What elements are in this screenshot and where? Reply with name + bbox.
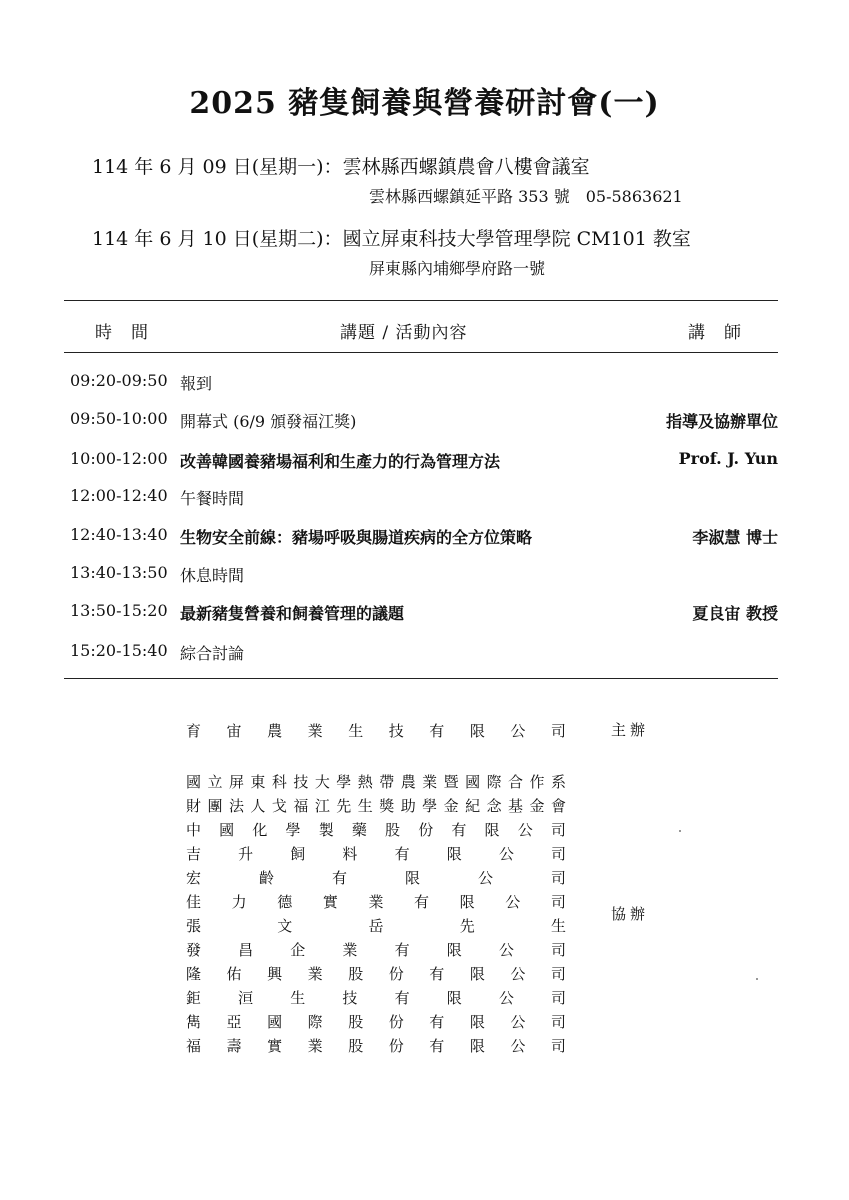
org-char: 有 — [394, 941, 410, 959]
org-char: 有 — [451, 821, 467, 839]
venue-1-date: 114 年 6 月 09 日(星期一)： — [92, 156, 343, 178]
org-char: 際 — [486, 773, 502, 791]
org-char: 中 — [186, 821, 202, 839]
org-char: 亞 — [226, 1013, 242, 1031]
org-char: 司 — [550, 722, 566, 740]
org-char: 財 — [186, 797, 202, 815]
org-char: 限 — [446, 845, 462, 863]
org-char: 洹 — [238, 989, 254, 1007]
co-organizer-name — [186, 986, 566, 1010]
org-char: 司 — [550, 845, 566, 863]
org-char: 宙 — [226, 722, 242, 740]
org-char: 有 — [429, 722, 445, 740]
org-char: 基 — [508, 797, 524, 815]
co-organizer-name — [186, 914, 566, 938]
org-char: 公 — [517, 821, 533, 839]
org-char: 製 — [318, 821, 334, 839]
venue-1 — [92, 152, 590, 179]
org-char: 企 — [290, 941, 306, 959]
org-char: 份 — [418, 821, 434, 839]
org-char: 吉 — [186, 845, 202, 863]
org-char: 業 — [422, 773, 438, 791]
org-char: 司 — [550, 965, 566, 983]
org-char: 公 — [498, 989, 514, 1007]
org-char: 業 — [307, 1037, 323, 1055]
header-speaker: 講 師 — [688, 323, 742, 343]
org-char: 發 — [186, 941, 202, 959]
org-char: 屏 — [228, 773, 244, 791]
row-topic: 生物安全前線：豬場呼吸與腸道疾病的全方位策略 — [180, 528, 533, 547]
co-organizer-name — [186, 938, 566, 962]
venue-2-date: 114 年 6 月 10 日(星期二)： — [92, 228, 343, 250]
org-char: 齡 — [258, 869, 274, 887]
org-char: 人 — [250, 797, 266, 815]
org-char: 限 — [484, 821, 500, 839]
row-time: 13:40-13:50 — [70, 563, 168, 582]
org-char: 有 — [429, 1037, 445, 1055]
org-char: 有 — [429, 1013, 445, 1031]
table-bottom-rule — [64, 678, 778, 679]
row-topic: 開幕式 (6/9 頒發福江獎) — [180, 412, 357, 431]
org-char: 佳 — [186, 893, 202, 911]
org-char: 宏 — [186, 869, 202, 887]
row-topic: 休息時間 — [180, 566, 245, 585]
org-char: 力 — [231, 893, 247, 911]
org-char: 有 — [394, 845, 410, 863]
org-char: 東 — [250, 773, 266, 791]
org-char: 學 — [336, 773, 352, 791]
org-char: 系 — [550, 773, 566, 791]
row-time: 15:20-15:40 — [70, 641, 168, 660]
header-rule — [64, 352, 778, 353]
org-char: 岳 — [368, 917, 384, 935]
org-char: 公 — [498, 941, 514, 959]
row-topic: 改善韓國養豬場福利和生產力的行為管理方法 — [180, 452, 501, 471]
org-char: 國 — [267, 1013, 283, 1031]
table-top-rule — [64, 300, 778, 301]
org-char: 股 — [348, 1013, 364, 1031]
org-char: 公 — [510, 965, 526, 983]
org-char: 科 — [271, 773, 287, 791]
org-char: 公 — [510, 1013, 526, 1031]
org-char: 藥 — [351, 821, 367, 839]
venue-2-address: 屏東縣內埔鄉學府路一號 — [369, 259, 546, 278]
org-char: 股 — [385, 821, 401, 839]
org-char: 際 — [307, 1013, 323, 1031]
org-char: 壽 — [226, 1037, 242, 1055]
table-row — [70, 525, 778, 549]
header-topic: 講題 / 活動內容 — [340, 323, 468, 343]
org-char: 化 — [252, 821, 268, 839]
venue-2-place: 國立屏東科技大學管理學院 CM101 教室 — [342, 228, 691, 250]
org-char: 業 — [307, 965, 323, 983]
org-char: 飼 — [290, 845, 306, 863]
org-char: 技 — [388, 722, 404, 740]
org-char: 技 — [293, 773, 309, 791]
org-char: 帶 — [379, 773, 395, 791]
org-char: 金 — [529, 797, 545, 815]
row-time: 09:20-09:50 — [70, 371, 168, 390]
row-time: 09:50-10:00 — [70, 409, 168, 428]
org-char: 國 — [219, 821, 235, 839]
row-speaker: Prof. J. Yun — [678, 449, 778, 468]
co-organizer-name — [186, 866, 566, 890]
org-char: 公 — [505, 893, 521, 911]
org-char: 先 — [336, 797, 352, 815]
org-char: 先 — [459, 917, 475, 935]
row-topic: 午餐時間 — [180, 489, 245, 508]
row-topic: 報到 — [180, 374, 213, 393]
table-row — [70, 409, 778, 433]
org-char: 有 — [331, 869, 347, 887]
table-row — [70, 641, 778, 665]
org-char: 法 — [228, 797, 244, 815]
row-time: 12:00-12:40 — [70, 486, 168, 505]
org-char: 立 — [207, 773, 223, 791]
org-char: 份 — [388, 1037, 404, 1055]
org-char: 料 — [342, 845, 358, 863]
table-row — [70, 563, 778, 587]
org-char: 福 — [293, 797, 309, 815]
org-char: 會 — [550, 797, 566, 815]
org-char: 佑 — [226, 965, 242, 983]
co-organizer-name — [186, 1010, 566, 1034]
org-char: 司 — [550, 941, 566, 959]
table-row — [70, 486, 778, 510]
co-organizer-name — [186, 890, 566, 914]
org-char: 有 — [429, 965, 445, 983]
co-organizer-list — [186, 770, 566, 1058]
org-char: 司 — [550, 893, 566, 911]
org-char: 國 — [186, 773, 202, 791]
table-row — [70, 371, 778, 395]
org-char: 限 — [446, 989, 462, 1007]
co-organizer-name — [186, 770, 566, 794]
venue-2 — [92, 224, 691, 251]
org-char: 限 — [469, 722, 485, 740]
organizer-role: 主辦 — [611, 721, 650, 739]
org-char: 戈 — [271, 797, 287, 815]
row-topic: 綜合討論 — [180, 644, 245, 663]
org-char: 助 — [400, 797, 416, 815]
co-organizer-name — [186, 962, 566, 986]
org-char: 限 — [446, 941, 462, 959]
org-char: 升 — [238, 845, 254, 863]
org-char: 金 — [443, 797, 459, 815]
org-char: 農 — [400, 773, 416, 791]
org-char: 股 — [348, 1037, 364, 1055]
org-char: 生 — [290, 989, 306, 1007]
org-char: 團 — [207, 797, 223, 815]
co-organizer-name — [186, 794, 566, 818]
org-char: 張 — [186, 917, 202, 935]
org-char: 雋 — [186, 1013, 202, 1031]
org-char: 江 — [314, 797, 330, 815]
org-char: 隆 — [186, 965, 202, 983]
org-char: 生 — [550, 917, 566, 935]
org-char: 司 — [550, 821, 566, 839]
org-char: 業 — [368, 893, 384, 911]
org-char: 份 — [388, 965, 404, 983]
scan-speck — [756, 978, 758, 980]
org-char: 興 — [267, 965, 283, 983]
row-topic: 最新豬隻營養和飼養管理的議題 — [180, 604, 405, 623]
row-time: 13:50-15:20 — [70, 601, 168, 620]
co-organizer-name — [186, 842, 566, 866]
org-char: 育 — [186, 722, 202, 740]
org-char: 暨 — [443, 773, 459, 791]
co-organizer-name — [186, 818, 566, 842]
org-char: 文 — [277, 917, 293, 935]
scan-speck — [679, 830, 681, 832]
org-char: 念 — [486, 797, 502, 815]
org-char: 獎 — [379, 797, 395, 815]
venue-1-address: 雲林縣西螺鎮延平路 353 號 05-5863621 — [369, 187, 683, 206]
organizer-name — [186, 719, 566, 743]
org-char: 公 — [498, 845, 514, 863]
venue-1-place: 雲林縣西螺鎮農會八樓會議室 — [342, 156, 590, 178]
org-char: 限 — [469, 1013, 485, 1031]
org-char: 司 — [550, 1013, 566, 1031]
org-char: 合 — [508, 773, 524, 791]
org-char: 公 — [477, 869, 493, 887]
org-char: 司 — [550, 869, 566, 887]
org-char: 業 — [342, 941, 358, 959]
row-speaker: 指導及協辦單位 — [665, 412, 778, 431]
header-time: 時 間 — [95, 323, 149, 343]
org-char: 有 — [414, 893, 430, 911]
org-char: 司 — [550, 989, 566, 1007]
organizer-block — [186, 719, 566, 743]
row-time: 10:00-12:00 — [70, 449, 168, 468]
org-char: 大 — [314, 773, 330, 791]
page-title: 2025 豬隻飼養與營養研討會(一) — [189, 86, 660, 121]
org-char: 限 — [459, 893, 475, 911]
co-organizer-role: 協辦 — [611, 905, 650, 923]
org-char: 昌 — [238, 941, 254, 959]
org-char: 學 — [422, 797, 438, 815]
org-char: 福 — [186, 1037, 202, 1055]
org-char: 學 — [285, 821, 301, 839]
org-char: 德 — [277, 893, 293, 911]
org-char: 紀 — [465, 797, 481, 815]
org-char: 份 — [388, 1013, 404, 1031]
org-char: 股 — [348, 965, 364, 983]
org-char: 限 — [404, 869, 420, 887]
org-char: 作 — [529, 773, 545, 791]
org-char: 公 — [510, 1037, 526, 1055]
co-organizer-name — [186, 1034, 566, 1058]
org-char: 實 — [267, 1037, 283, 1055]
org-char: 生 — [357, 797, 373, 815]
org-char: 實 — [322, 893, 338, 911]
row-speaker: 夏良宙 教授 — [692, 604, 778, 623]
org-char: 技 — [342, 989, 358, 1007]
table-row — [70, 449, 778, 473]
table-row — [70, 601, 778, 625]
org-char: 限 — [469, 965, 485, 983]
org-char: 農 — [267, 722, 283, 740]
org-char: 有 — [394, 989, 410, 1007]
org-char: 生 — [348, 722, 364, 740]
row-speaker: 李淑慧 博士 — [692, 528, 778, 547]
org-char: 司 — [550, 1037, 566, 1055]
org-char: 限 — [469, 1037, 485, 1055]
row-time: 12:40-13:40 — [70, 525, 168, 544]
org-char: 業 — [307, 722, 323, 740]
org-char: 國 — [465, 773, 481, 791]
org-char: 熱 — [357, 773, 373, 791]
org-char: 公 — [510, 722, 526, 740]
org-char: 鉅 — [186, 989, 202, 1007]
